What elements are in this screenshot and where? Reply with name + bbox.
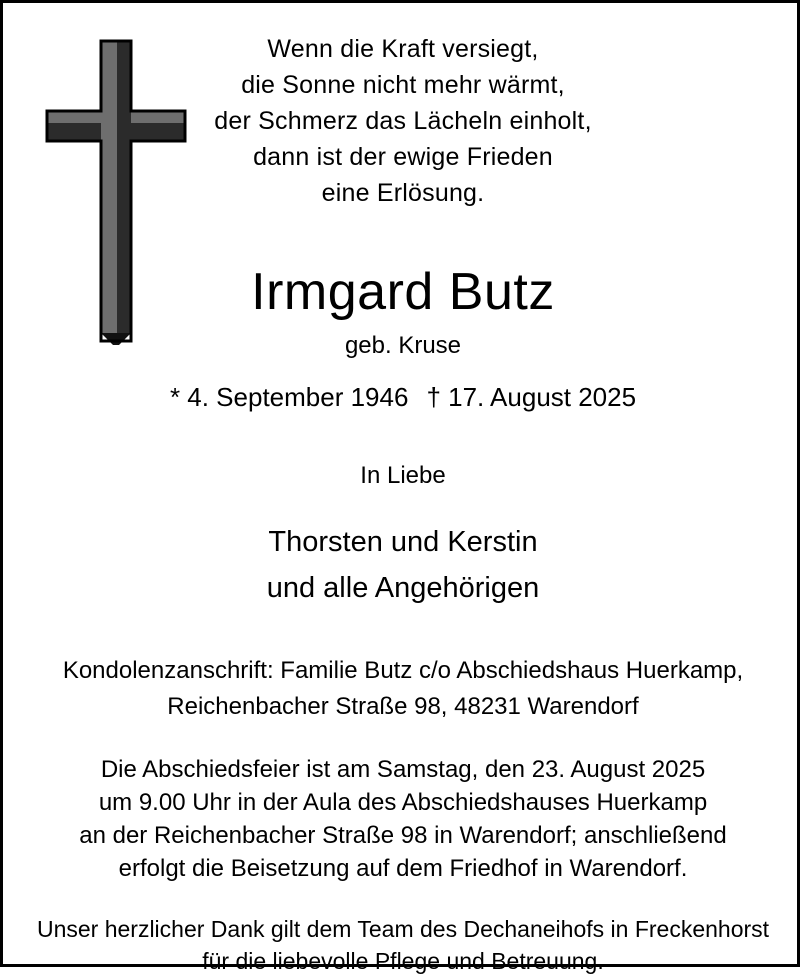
ceremony-line: um 9.00 Uhr in der Aula des Abschiedshauses Huerkamp bbox=[98, 789, 708, 816]
birth-date: * 4. September 1946 bbox=[169, 382, 409, 412]
deceased-maiden-name: geb. Kruse bbox=[344, 332, 462, 359]
survivors-block bbox=[3, 519, 800, 611]
ceremony-line: an der Reichenbacher Straße 98 in Warendorf; anschließend bbox=[79, 822, 727, 849]
poem-line: eine Erlösung. bbox=[321, 179, 485, 207]
death-date: † 17. August 2025 bbox=[426, 382, 637, 412]
thanks-line: Unser herzlicher Dank gilt dem Team des Dechaneihofs in Freckenhorst bbox=[36, 916, 770, 942]
ceremony-line: Die Abschiedsfeier ist am Samstag, den 23. August 2025 bbox=[100, 756, 706, 783]
thanks-line: für die liebevolle Pflege und Betreuung. bbox=[202, 948, 604, 974]
ceremony-details bbox=[3, 753, 800, 885]
poem-block bbox=[3, 31, 800, 211]
survivor-line: und alle Angehörigen bbox=[266, 572, 540, 604]
condolence-address bbox=[3, 653, 800, 725]
obituary-content bbox=[3, 3, 800, 977]
deceased-dates bbox=[3, 381, 800, 413]
survivor-line: Thorsten und Kerstin bbox=[268, 526, 538, 558]
poem-line: Wenn die Kraft versiegt, bbox=[267, 35, 539, 63]
poem-line: die Sonne nicht mehr wärmt, bbox=[241, 71, 565, 99]
ceremony-line: erfolgt die Beisetzung auf dem Friedhof in Warendorf. bbox=[118, 855, 688, 882]
thanks-note bbox=[3, 913, 800, 977]
poem-line: der Schmerz das Lächeln einholt, bbox=[214, 107, 592, 135]
deceased-name: Irmgard Butz bbox=[251, 263, 555, 321]
mourning-intro: In Liebe bbox=[360, 462, 446, 489]
poem-line: dann ist der ewige Frieden bbox=[253, 143, 553, 171]
condolence-line: Reichenbacher Straße 98, 48231 Warendorf bbox=[167, 693, 639, 720]
condolence-line: Kondolenzanschrift: Familie Butz c/o Abschiedshaus Huerkamp, bbox=[62, 657, 744, 684]
